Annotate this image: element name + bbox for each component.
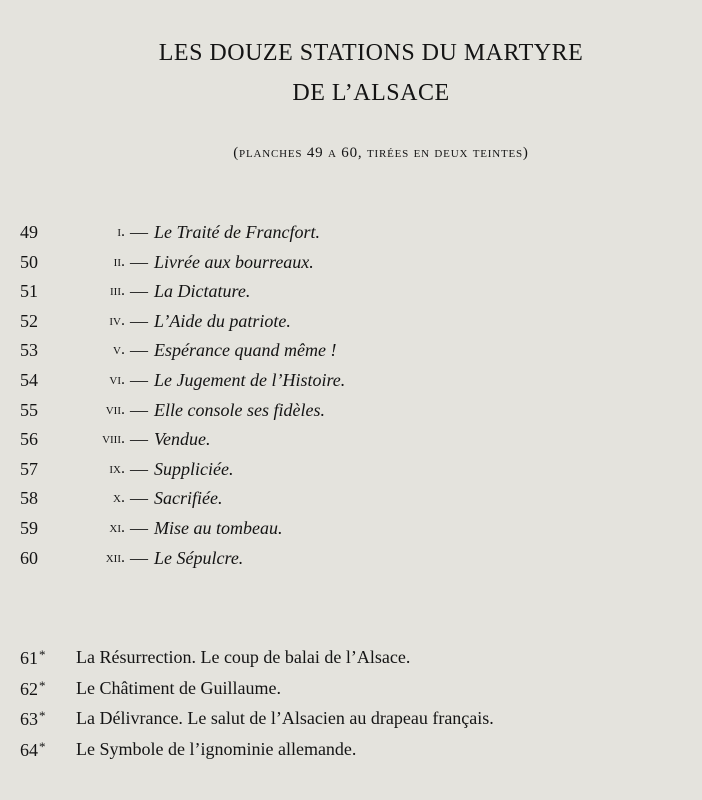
em-dash: — — [130, 310, 148, 331]
station-roman-numeral: x. — [113, 489, 125, 507]
station-title: Elle console ses fidèles. — [154, 399, 325, 420]
plate-number: 56 — [20, 429, 38, 450]
station-roman-numeral: vii. — [105, 400, 125, 418]
plate-number: 52 — [20, 310, 38, 331]
station-title: Le Traité de Francfort. — [154, 222, 320, 242]
station-roman-numeral: viii. — [102, 430, 125, 448]
station-roman-numeral: xi. — [109, 519, 125, 536]
station-roman-numeral: ix. — [109, 459, 125, 477]
page-title-line-1: LES DOUZE STATIONS DU MARTYRE — [158, 40, 584, 66]
plate-number: 57 — [20, 458, 38, 479]
station-title: Sacrifiée. — [154, 488, 223, 509]
em-dash: — — [130, 281, 148, 302]
extra-plate-title: La Délivrance. Le salut de l’Alsacien au drapeau français. — [76, 708, 494, 728]
plate-number: 60 — [20, 547, 38, 568]
plate-number-value: 63 — [20, 709, 38, 729]
plate-number-value: 64 — [20, 739, 38, 760]
asterisk-mark: * — [39, 738, 46, 754]
plate-number: 54 — [20, 370, 38, 390]
em-dash: — — [130, 458, 148, 479]
station-roman-numeral: vi. — [109, 371, 125, 388]
station-roman-numeral: iii. — [110, 282, 125, 300]
station-title: Suppliciée. — [154, 458, 234, 479]
plate-number: 55 — [20, 399, 38, 420]
page-title-line-2: DE L’ALSACE — [292, 80, 450, 106]
plate-number: 51 — [20, 281, 38, 302]
plate-number: 53 — [20, 340, 38, 361]
station-title: Livrée aux bourreaux. — [154, 251, 314, 272]
extra-plate-title: La Résurrection. Le coup de balai de l’Alsace. — [76, 647, 411, 667]
station-title: Vendue. — [154, 429, 211, 450]
em-dash: — — [130, 399, 148, 420]
em-dash: — — [130, 370, 148, 390]
em-dash: — — [130, 251, 148, 272]
asterisk-mark: * — [39, 677, 46, 693]
asterisk-mark: * — [39, 647, 46, 662]
station-roman-numeral: v. — [113, 341, 125, 359]
plate-number-value: 61 — [20, 648, 38, 668]
em-dash: — — [130, 429, 148, 450]
station-title: Mise au tombeau. — [154, 518, 283, 538]
em-dash: — — [130, 488, 148, 509]
station-title: Le Sépulcre. — [154, 547, 244, 568]
em-dash: — — [130, 547, 148, 568]
station-roman-numeral: xii. — [105, 548, 125, 566]
plate-number — [20, 678, 46, 700]
station-title: L’Aide du patriote. — [154, 310, 291, 331]
station-title: La Dictature. — [154, 281, 251, 302]
em-dash: — — [130, 518, 148, 538]
station-roman-numeral: ii. — [113, 252, 125, 270]
plate-number — [20, 647, 46, 669]
plate-number: 50 — [20, 251, 38, 272]
page-subtitle: (planches 49 a 60, tirées en deux teintes) — [233, 145, 529, 161]
plate-number-value: 62 — [20, 678, 38, 699]
plate-number: 59 — [20, 518, 38, 538]
station-roman-numeral: iv. — [109, 311, 125, 329]
extra-plate-title: Le Symbole de l’ignominie allemande. — [76, 738, 357, 759]
plate-number: 58 — [20, 488, 38, 509]
extra-plate-title: Le Châtiment de Guillaume. — [76, 677, 281, 698]
em-dash: — — [130, 222, 148, 242]
station-title: Le Jugement de l’Histoire. — [154, 370, 346, 390]
station-title: Espérance quand même ! — [154, 340, 337, 361]
plate-number: 49 — [20, 222, 38, 242]
em-dash: — — [130, 340, 148, 361]
plate-number — [20, 708, 46, 730]
asterisk-mark: * — [39, 708, 46, 723]
station-roman-numeral: i. — [117, 223, 125, 240]
plate-number — [20, 739, 46, 761]
